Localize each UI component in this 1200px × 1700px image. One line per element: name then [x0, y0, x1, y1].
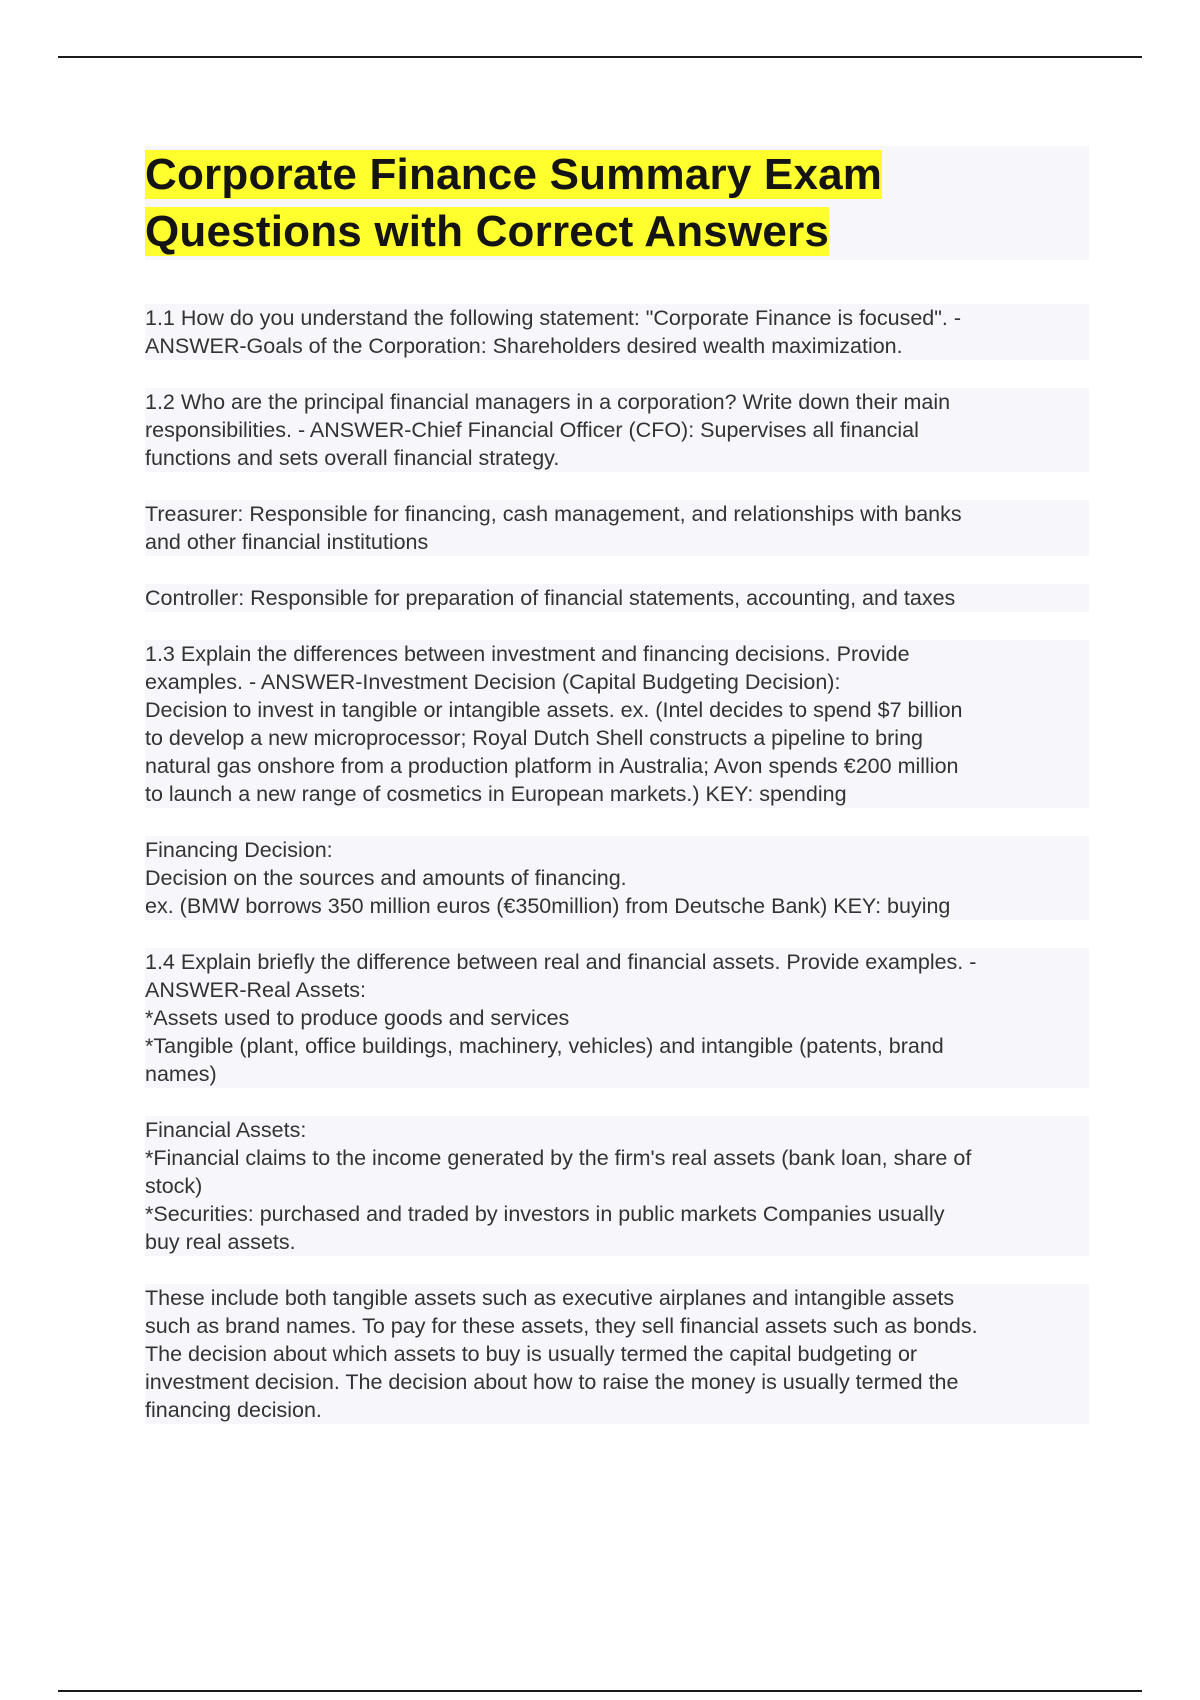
paragraph-line: natural gas onshore from a production platform in Australia; Avon spends €200 million: [145, 754, 959, 778]
paragraph: [145, 836, 1089, 920]
paragraph-line: Financial Assets:: [145, 1118, 307, 1142]
paragraph-line: to launch a new range of cosmetics in European markets.) KEY: spending: [145, 782, 847, 806]
paragraph: [145, 388, 1089, 472]
paragraph-line: *Tangible (plant, office buildings, machinery, vehicles) and intangible (patents, brand: [145, 1034, 944, 1058]
paragraph-line: names): [145, 1062, 217, 1086]
paragraph: [145, 640, 1089, 808]
paragraph-line: buy real assets.: [145, 1230, 296, 1254]
title-line: Corporate Finance Summary Exam: [145, 150, 883, 199]
paragraph-line: *Assets used to produce goods and services: [145, 1006, 570, 1030]
paragraph-line: Controller: Responsible for preparation of financial statements, accounting, and taxes: [145, 586, 956, 610]
paragraph-line: Financing Decision:: [145, 838, 333, 862]
paragraph-line: *Financial claims to the income generated by the firm's real assets (bank loan, share of: [145, 1146, 972, 1170]
paragraph-line: *Securities: purchased and traded by investors in public markets Companies usually: [145, 1202, 945, 1226]
paragraph: [145, 304, 1089, 360]
paragraph-line: to develop a new microprocessor; Royal Dutch Shell constructs a pipeline to bring: [145, 726, 923, 750]
paragraph: [145, 1284, 1089, 1424]
document-body: [145, 304, 1089, 1424]
paragraph-line: ex. (BMW borrows 350 million euros (€350million) from Deutsche Bank) KEY: buying: [145, 894, 951, 918]
footer-rule: [58, 1690, 1142, 1692]
document-title: [145, 146, 1089, 260]
paragraph-line: investment decision. The decision about how to raise the money is usually termed the: [145, 1370, 959, 1394]
paragraph-line: The decision about which assets to buy is usually termed the capital budgeting or: [145, 1342, 918, 1366]
title-line: Questions with Correct Answers: [145, 207, 830, 256]
paragraph: [145, 948, 1089, 1088]
paragraph-line: examples. - ANSWER-Investment Decision (Capital Budgeting Decision):: [145, 670, 841, 694]
paragraph-line: Decision on the sources and amounts of financing.: [145, 866, 627, 890]
paragraph: [145, 584, 1089, 612]
paragraph-line: and other financial institutions: [145, 530, 429, 554]
paragraph-line: 1.2 Who are the principal financial managers in a corporation? Write down their main: [145, 390, 951, 414]
paragraph-line: These include both tangible assets such as executive airplanes and intangible assets: [145, 1286, 955, 1310]
paragraph-line: 1.1 How do you understand the following statement: "Corporate Finance is focused". -: [145, 306, 961, 330]
paragraph-line: stock): [145, 1174, 203, 1198]
paragraph-line: responsibilities. - ANSWER-Chief Financial Officer (CFO): Supervises all financial: [145, 418, 919, 442]
document-page: [145, 146, 1089, 1452]
title-block: [145, 146, 1089, 260]
paragraph-line: financing decision.: [145, 1398, 322, 1422]
paragraph-line: 1.4 Explain briefly the difference between real and financial assets. Provide examples. -: [145, 950, 977, 974]
paragraph: [145, 1116, 1089, 1256]
paragraph-line: functions and sets overall financial strategy.: [145, 446, 560, 470]
paragraph-line: ANSWER-Real Assets:: [145, 978, 367, 1002]
paragraph-line: such as brand names. To pay for these assets, they sell financial assets such as bonds.: [145, 1314, 978, 1338]
paragraph-line: Decision to invest in tangible or intangible assets. ex. (Intel decides to spend $7 billion: [145, 698, 963, 722]
paragraph: [145, 500, 1089, 556]
paragraph-line: ANSWER-Goals of the Corporation: Shareholders desired wealth maximization.: [145, 334, 903, 358]
paragraph-line: Treasurer: Responsible for financing, cash management, and relationships with banks: [145, 502, 962, 526]
paragraph-line: 1.3 Explain the differences between investment and financing decisions. Provide: [145, 642, 910, 666]
header-rule: [58, 56, 1142, 58]
